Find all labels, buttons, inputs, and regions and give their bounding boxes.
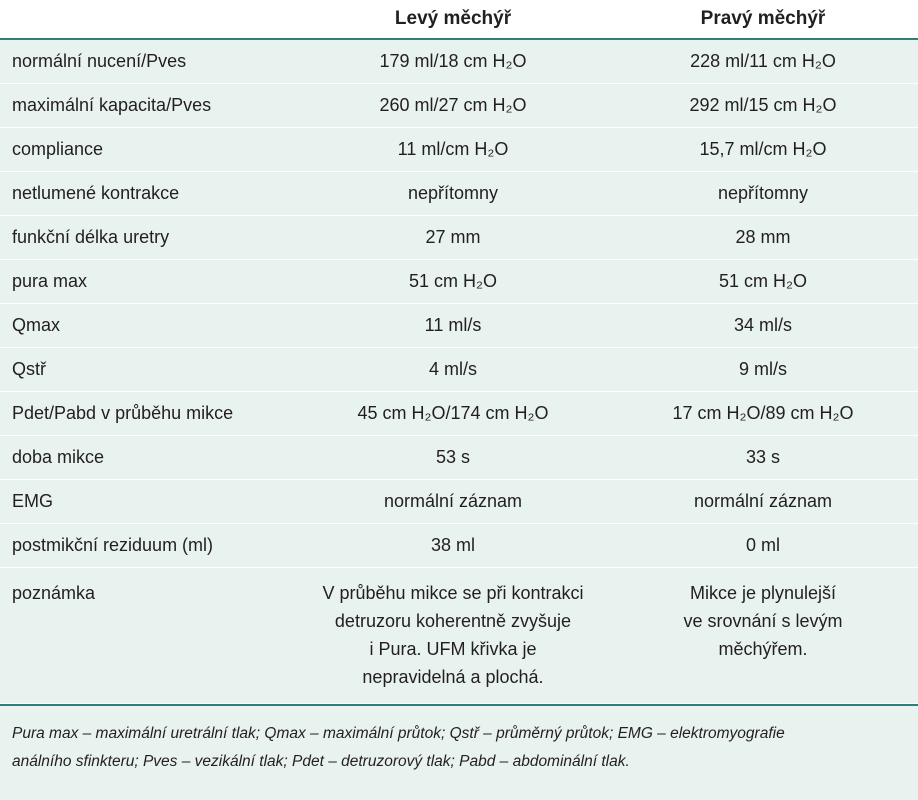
row-label: Qstř (0, 348, 298, 392)
header-left-bladder: Levý měchýř (298, 0, 608, 39)
note-left-line: nepravidelná a plochá. (362, 667, 544, 687)
left-value: 260 ml/27 cm H₂O (298, 84, 608, 128)
header-right-bladder: Pravý měchýř (608, 0, 918, 39)
note-label: poznámka (0, 568, 298, 704)
footnote-line: Pura max – maximální uretrální tlak; Qmax – maximální průtok; Qstř – průměrný průtok; EMG – elektromyografie (12, 725, 785, 742)
table-row (0, 524, 918, 568)
row-label: Pdet/Pabd v průběhu mikce (0, 392, 298, 436)
table-row (0, 480, 918, 524)
table-row (0, 172, 918, 216)
right-value: 28 mm (608, 216, 918, 260)
table-row (0, 84, 918, 128)
row-label: compliance (0, 128, 298, 172)
table-footnote (0, 704, 918, 776)
note-left-line: i Pura. UFM křivka je (369, 639, 537, 659)
left-value: 45 cm H₂O/174 cm H₂O (298, 392, 608, 436)
row-label: Qmax (0, 304, 298, 348)
left-value: 11 ml/s (298, 304, 608, 348)
note-right-line: měchýřem. (718, 639, 808, 659)
table-row (0, 436, 918, 480)
table-header-row (0, 0, 918, 39)
right-value: normální záznam (608, 480, 918, 524)
header-empty-cell (0, 0, 298, 39)
right-value: 15,7 ml/cm H₂O (608, 128, 918, 172)
left-value: 51 cm H₂O (298, 260, 608, 304)
table-row (0, 392, 918, 436)
left-value: 27 mm (298, 216, 608, 260)
table-row (0, 304, 918, 348)
note-right (608, 568, 918, 704)
note-left (298, 568, 608, 704)
row-label: funkční délka uretry (0, 216, 298, 260)
note-right-line: Mikce je plynulejší (689, 583, 837, 603)
row-label: pura max (0, 260, 298, 304)
table-row (0, 128, 918, 172)
right-value: 292 ml/15 cm H₂O (608, 84, 918, 128)
right-value: 33 s (608, 436, 918, 480)
left-value: 4 ml/s (298, 348, 608, 392)
table-row (0, 216, 918, 260)
row-label: normální nucení/Pves (0, 39, 298, 84)
right-value: 0 ml (608, 524, 918, 568)
left-value: 53 s (298, 436, 608, 480)
row-label: netlumené kontrakce (0, 172, 298, 216)
row-label: EMG (0, 480, 298, 524)
right-value: 17 cm H₂O/89 cm H₂O (608, 392, 918, 436)
table-row (0, 39, 918, 84)
note-left-line: V průběhu mikce se při kontrakci (322, 583, 584, 603)
row-label: maximální kapacita/Pves (0, 84, 298, 128)
left-value: 179 ml/18 cm H₂O (298, 39, 608, 84)
footnote-line: análního sfinkteru; Pves – vezikální tlak; Pdet – detruzorový tlak; Pabd – abdominální tlak. (12, 753, 630, 770)
right-value: 9 ml/s (608, 348, 918, 392)
left-value: 38 ml (298, 524, 608, 568)
right-value: 34 ml/s (608, 304, 918, 348)
note-left-line: detruzoru koherentně zvyšuje (334, 611, 572, 631)
left-value: 11 ml/cm H₂O (298, 128, 608, 172)
table-row (0, 260, 918, 304)
right-value: 228 ml/11 cm H₂O (608, 39, 918, 84)
table-row (0, 348, 918, 392)
right-value: nepřítomny (608, 172, 918, 216)
left-value: nepřítomny (298, 172, 608, 216)
note-row (0, 568, 918, 704)
left-value: normální záznam (298, 480, 608, 524)
row-label: doba mikce (0, 436, 298, 480)
note-right-line: ve srovnání s levým (683, 611, 843, 631)
right-value: 51 cm H₂O (608, 260, 918, 304)
row-label: postmikční reziduum (ml) (0, 524, 298, 568)
